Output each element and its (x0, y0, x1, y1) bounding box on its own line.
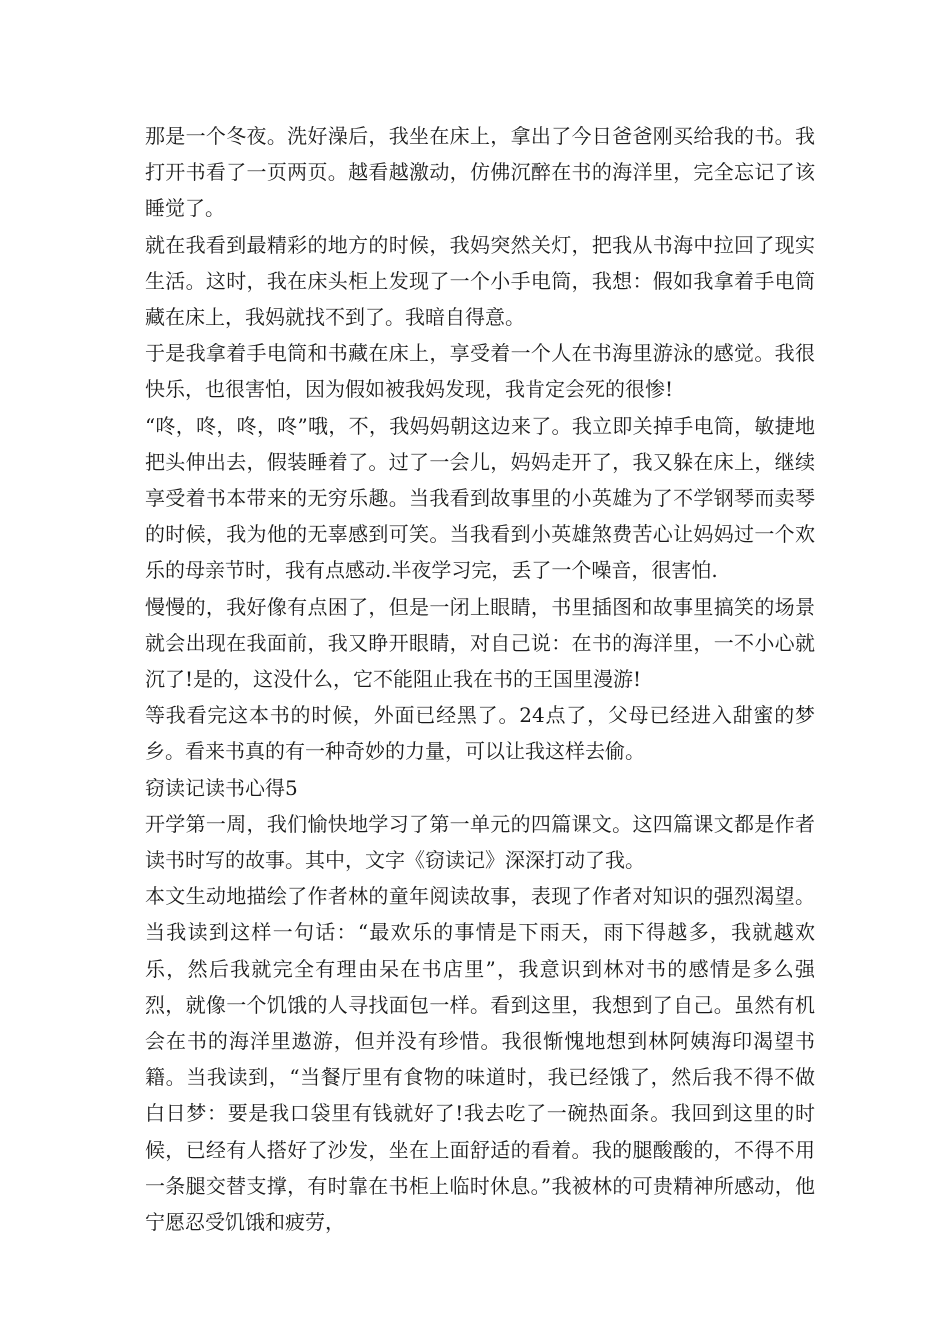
paragraph-hide-in-bed: 于是我拿着手电筒和书藏在床上，享受着一个人在书海里游泳的感觉。我很快乐，也很害怕，因为假如被我妈发现，我肯定会死的很惨! (145, 341, 815, 402)
paragraph-article-description: 本文生动地描绘了作者林的童年阅读故事，表现了作者对知识的强烈渴望。当我读到这样一句话：“最欢乐的事情是下雨天，雨下得越多，我就越欢乐，然后我就完全有理由呆在书店里”，我意识到林对书的感情是多么强烈，就像一个饥饿的人寻找面包一样。看到这里，我想到了自己。虽然有机会在书的海洋里遨游，但并没有珍惜。我很惭愧地想到林阿姨海印渴望书籍。当我读到，“当餐厅里有食物的味道时，我已经饿了，然后我不得不做白日梦：要是我口袋里有钱就好了!我去吃了一碗热面条。我回到这里的时候，已经有人搭好了沙发，坐在上面舒适的看着。我的腿酸酸的，不得不用一条腿交替支撑，有时靠在书柜上临时休息。”我被林的可贵精神所感动，他宁愿忍受饥饿和疲劳， (145, 884, 815, 1235)
paragraph-winter-night: 那是一个冬夜。洗好澡后，我坐在床上，拿出了今日爸爸刚买给我的书。我打开书看了一页两页。越看越激动，仿佛沉醉在书的海洋里，完全忘记了该睡觉了。 (145, 124, 815, 221)
section-title: 窃读记读书心得5 (145, 775, 298, 800)
paragraph-finished-book: 等我看完这本书的时候，外面已经黑了。24点了，父母已经进入甜蜜的梦乡。看来书真的有一种奇妙的力量，可以让我这样去偷。 (145, 703, 815, 764)
paragraph-first-week: 开学第一周，我们愉快地学习了第一单元的四篇课文。这四篇课文都是作者读书时写的故事。其中，文字《窃读记》深深打动了我。 (145, 811, 815, 873)
document-body (145, 118, 815, 1240)
paragraph-lights-off: 就在我看到最精彩的地方的时候，我妈突然关灯，把我从书海中拉回了现实生活。这时，我在床头柜上发现了一个小手电筒，我想：假如我拿着手电筒藏在床上，我妈就找不到了。我暗自得意。 (145, 232, 815, 330)
paragraph-footsteps: “咚，咚，咚，咚”哦，不，我妈妈朝这边来了。我立即关掉手电筒，敏捷地把头伸出去，假装睡着了。过了一会儿，妈妈走开了，我又躲在床上，继续享受着书本带来的无穷乐趣。当我看到故事里的小英雄为了不学钢琴而卖琴的时候，我为他的无辜感到可笑。当我看到小英雄煞费苦心让妈妈过一个欢乐的母亲节时，我有点感动.半夜学习完，丢了一个噪音，很害怕. (145, 413, 815, 583)
paragraph-sleepy: 慢慢的，我好像有点困了，但是一闭上眼睛，书里插图和故事里搞笑的场景就会出现在我面前，我又睁开眼睛，对自己说：在书的海洋里，一不小心就沉了!是的，这没什么，它不能阻止我在书的王国里漫游! (145, 594, 815, 692)
